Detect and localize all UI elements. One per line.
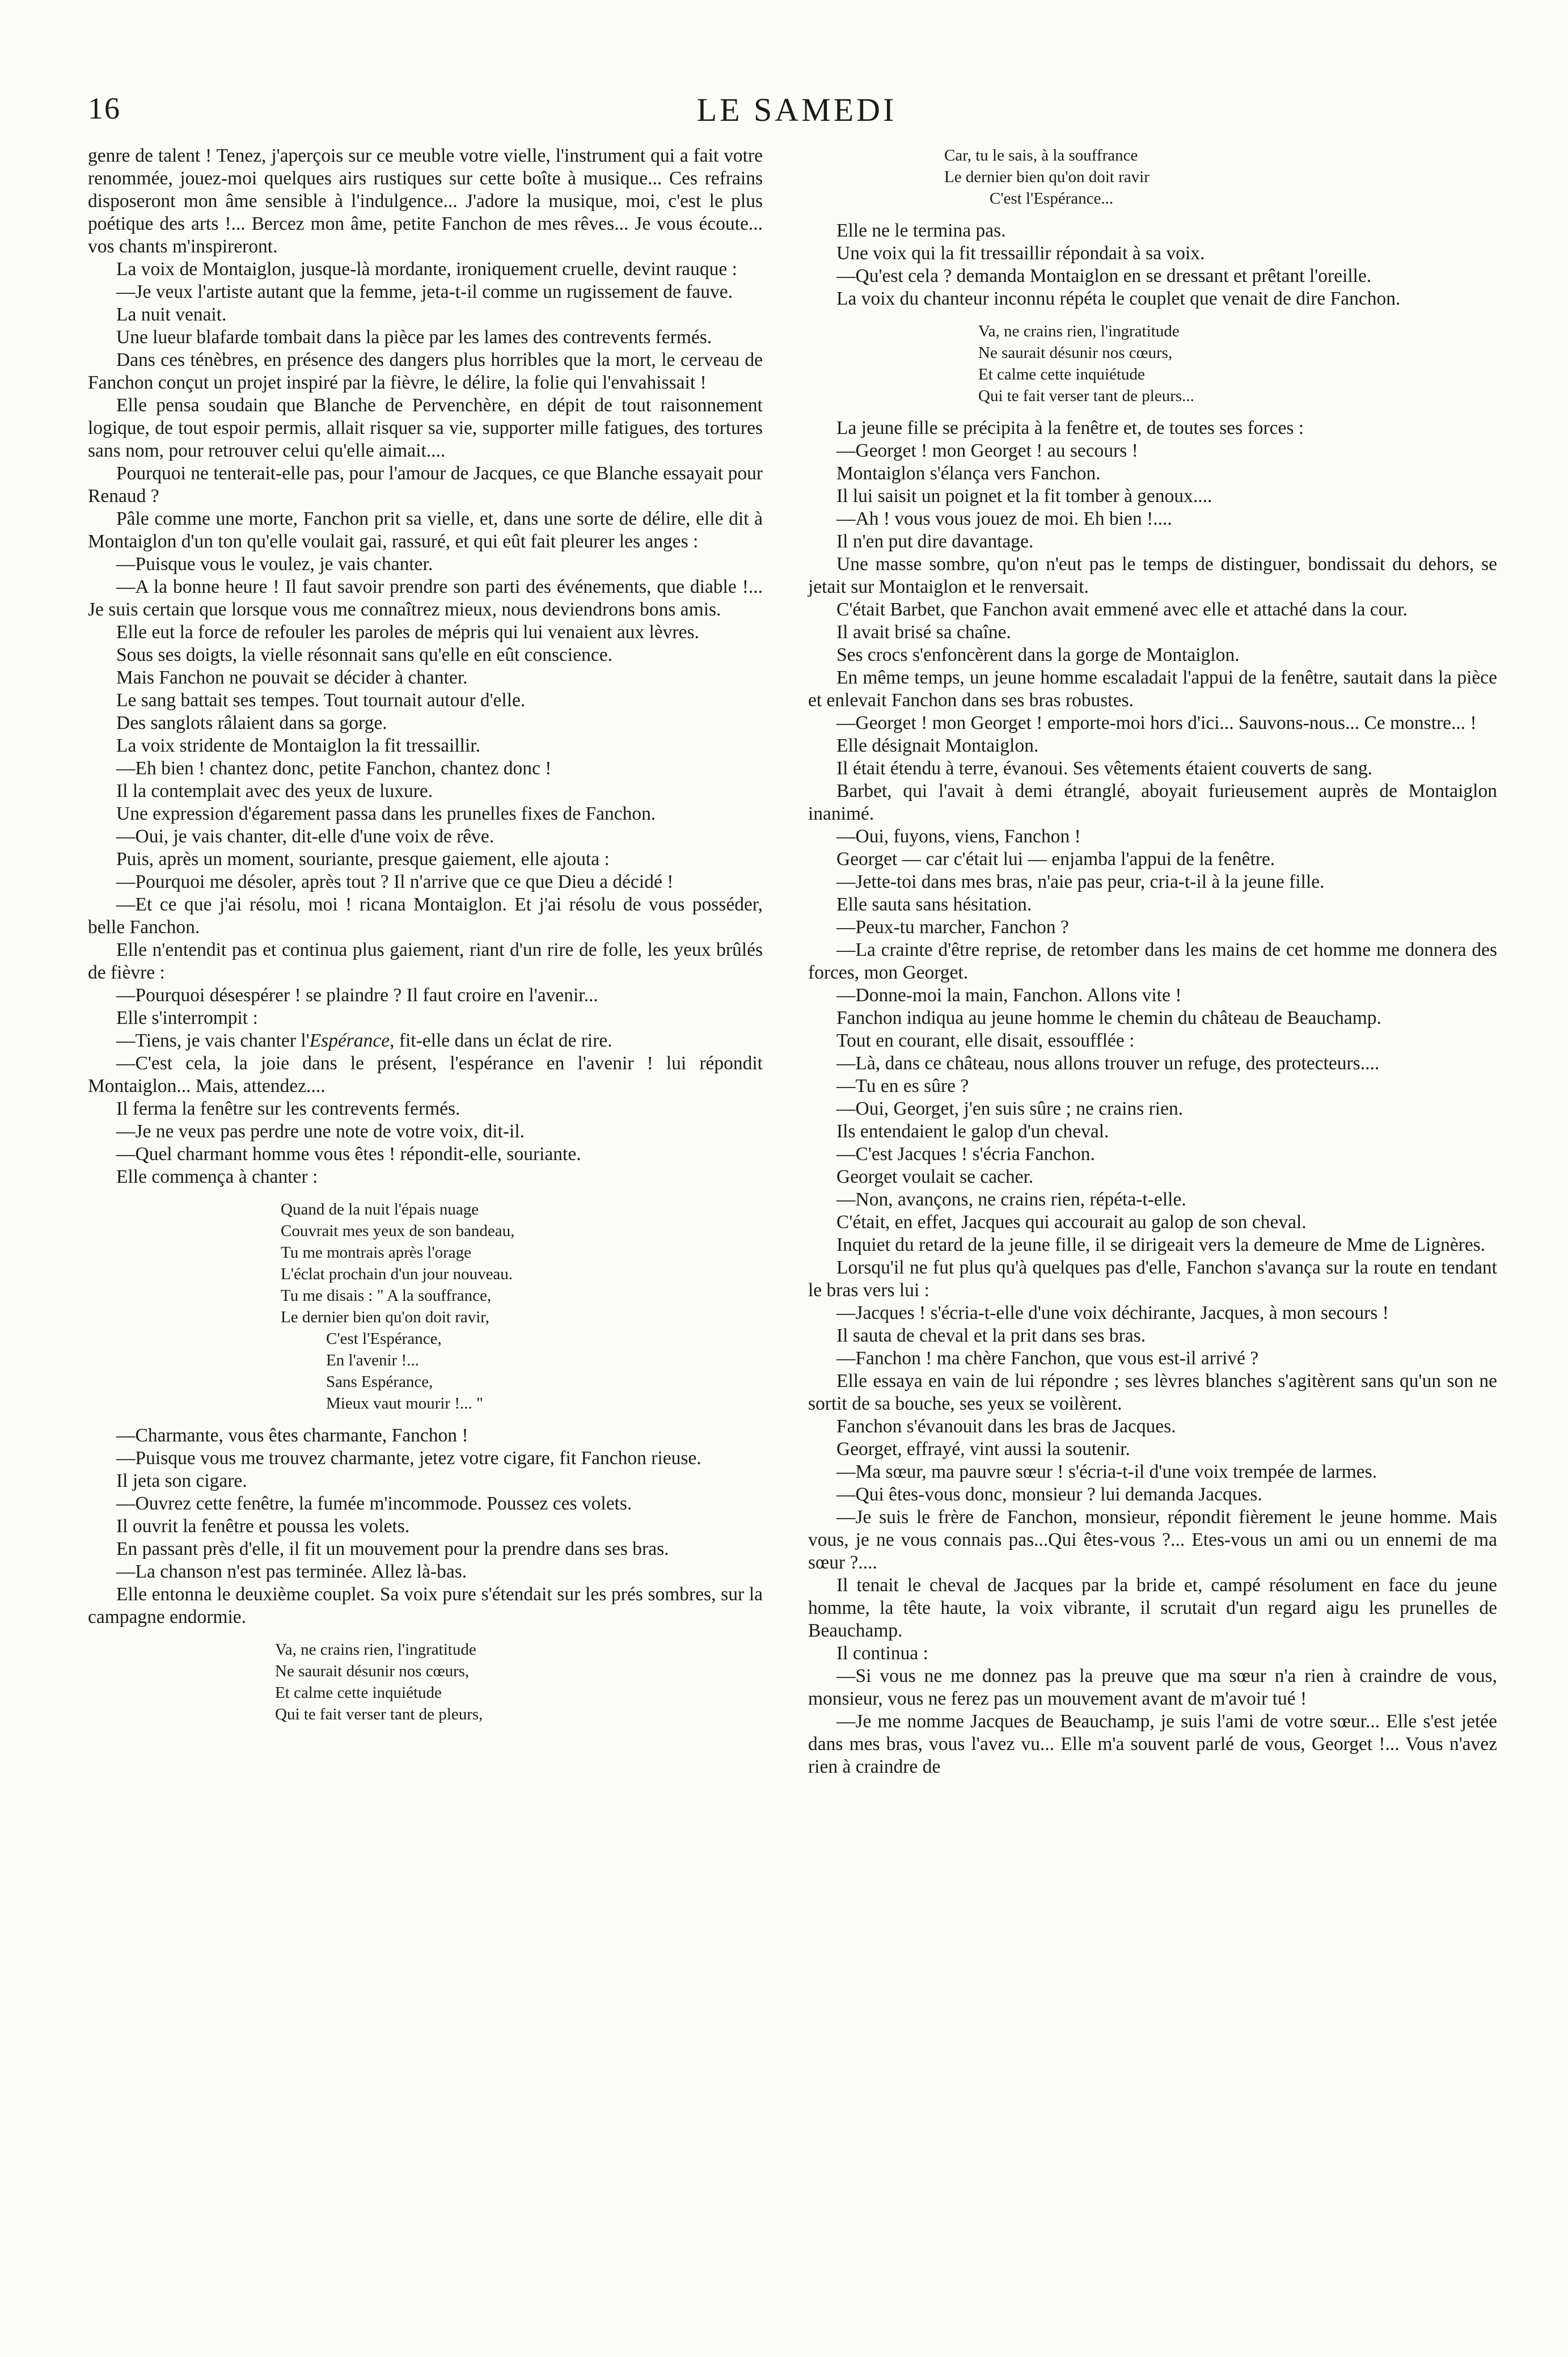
paragraph-esperance bbox=[88, 1030, 763, 1052]
paragraph: —Oui, je vais chanter, dit-elle d'une voix de rêve. bbox=[116, 826, 495, 847]
verse-line: Quand de la nuit l'épais nuage bbox=[281, 1200, 479, 1218]
paragraph: —C'est Jacques ! s'écria Fanchon. bbox=[836, 1144, 1095, 1165]
page-number: 16 bbox=[88, 91, 121, 125]
page-header bbox=[88, 91, 1506, 130]
paragraph: C'était Barbet, que Fanchon avait emmené avec elle et attaché dans la cour. bbox=[836, 599, 1408, 620]
paragraph: Elle pensa soudain que Blanche de Pervenchère, en dépit de tout raisonnement logique, de tout espoir permis, allait risquer sa vie, supporter mille fatigues, des tortures sans nom, pour retrouver celui qu'elle aimait.... bbox=[88, 395, 763, 461]
verse-line: Sans Espérance, bbox=[326, 1373, 433, 1391]
paragraph: Elle ne le termina pas. bbox=[836, 220, 1006, 241]
paragraph: —Georget ! mon Georget ! au secours ! bbox=[836, 440, 1138, 461]
paragraph: —Ma sœur, ma pauvre sœur ! s'écria-t-il d'une voix trempée de larmes. bbox=[836, 1461, 1377, 1482]
paragraph: La jeune fille se précipita à la fenêtre et, de toutes ses forces : bbox=[836, 418, 1304, 438]
paragraph: —Fanchon ! ma chère Fanchon, que vous est-il arrivé ? bbox=[836, 1348, 1259, 1369]
verse-line: Qui te fait verser tant de pleurs... bbox=[978, 387, 1194, 405]
verse-line: En l'avenir !... bbox=[326, 1351, 419, 1369]
paragraph: Elle commença à chanter : bbox=[116, 1166, 318, 1187]
left-text-block-a bbox=[88, 145, 763, 1030]
paragraph: —Jette-toi dans mes bras, n'aie pas peur, cria-t-il à la jeune fille. bbox=[836, 871, 1325, 892]
paragraph: Il continua : bbox=[836, 1643, 928, 1664]
right-text-block-a bbox=[808, 220, 1497, 310]
paragraph: En même temps, un jeune homme escaladait l'appui de la fenêtre, sautait dans la pièce et enlevait Fanchon dans ses bras robustes. bbox=[808, 667, 1497, 711]
verse-line: Mieux vaut mourir !... " bbox=[326, 1394, 483, 1412]
paragraph: Pourquoi ne tenterait-elle pas, pour l'amour de Jacques, ce que Blanche essayait pour Renaud ? bbox=[88, 463, 763, 507]
paragraph: Elle eut la force de refouler les paroles de mépris qui lui venaient aux lèvres. bbox=[116, 622, 699, 643]
verse-line: Tu me montrais après l'orage bbox=[281, 1243, 471, 1262]
paragraph: Fanchon s'évanouit dans les bras de Jacques. bbox=[836, 1416, 1176, 1437]
paragraph: Georget voulait se cacher. bbox=[836, 1166, 1034, 1187]
verse-line: Ne saurait désunir nos cœurs, bbox=[275, 1662, 470, 1680]
verse-line: Et calme cette inquiétude bbox=[978, 365, 1145, 383]
paragraph: Pâle comme une morte, Fanchon prit sa vielle, et, dans une sorte de délire, elle dit à Montaiglon d'un ton qu'elle voulait gai, rassuré, et qui eût fait pleurer les anges : bbox=[88, 508, 763, 552]
paragraph: —Non, avançons, ne crains rien, répéta-t-elle. bbox=[836, 1189, 1186, 1210]
paragraph: La nuit venait. bbox=[116, 304, 227, 325]
paragraph: —Eh bien ! chantez donc, petite Fanchon, chantez donc ! bbox=[116, 758, 552, 779]
paragraph: Elle entonna le deuxième couplet. Sa voix pure s'étendait sur les prés sombres, sur la campagne endormie. bbox=[88, 1584, 763, 1627]
paragraph: Elle désignait Montaiglon. bbox=[836, 735, 1039, 756]
paragraph: —Je me nomme Jacques de Beauchamp, je suis l'ami de votre sœur... Elle s'est jetée dans mes bras, vous l'avez vu... Elle m'a souvent parlé de vous, Georget !... Vous n'avez rien à craindre de bbox=[808, 1711, 1497, 1777]
verse-line: Car, tu le sais, à la souffrance bbox=[944, 146, 1138, 165]
paragraph: Georget, effrayé, vint aussi la soutenir. bbox=[836, 1439, 1130, 1460]
paragraph: La voix du chanteur inconnu répéta le couplet que venait de dire Fanchon. bbox=[836, 288, 1401, 309]
paragraph: Ses crocs s'enfoncèrent dans la gorge de Montaiglon. bbox=[836, 644, 1240, 665]
paragraph: —Puisque vous le voulez, je vais chanter. bbox=[116, 554, 433, 575]
verse-line: Tu me disais : " A la souffrance, bbox=[281, 1287, 492, 1305]
paragraph: —Puisque vous me trouvez charmante, jetez votre cigare, fit Fanchon rieuse. bbox=[116, 1448, 701, 1469]
paragraph: —Qui êtes-vous donc, monsieur ? lui demanda Jacques. bbox=[836, 1484, 1262, 1505]
paragraph: Des sanglots râlaient dans sa gorge. bbox=[116, 712, 387, 733]
paragraph: Mais Fanchon ne pouvait se décider à chanter. bbox=[116, 667, 468, 688]
left-text-block-c bbox=[88, 1424, 763, 1629]
esperance-after: , fit-elle dans un éclat de rire. bbox=[390, 1030, 612, 1051]
paragraph: Il lui saisit un poignet et la fit tomber à genoux.... bbox=[836, 486, 1212, 507]
paragraph: Il tenait le cheval de Jacques par la bride et, campé résolument en face du jeune homme, la tête haute, la voix vibrante, il scrutait d'un regard aigu les prunelles de Beauchamp. bbox=[808, 1575, 1497, 1641]
paragraph: —Tu en es sûre ? bbox=[836, 1076, 969, 1097]
paragraph: —Et ce que j'ai résolu, moi ! ricana Montaiglon. Et j'ai résolu de vous posséder, belle Fanchon. bbox=[88, 894, 763, 938]
paragraph: Il avait brisé sa chaîne. bbox=[836, 622, 1011, 643]
paragraph: Elle s'interrompit : bbox=[116, 1007, 258, 1028]
right-column bbox=[808, 145, 1497, 1778]
paragraph: Elle sauta sans hésitation. bbox=[836, 894, 1032, 915]
paragraph: Il ferma la fenêtre sur les contrevents fermés. bbox=[116, 1098, 460, 1119]
song-second-verse bbox=[88, 1639, 763, 1725]
paragraph: —Oui, Georget, j'en suis sûre ; ne crains rien. bbox=[836, 1098, 1184, 1119]
paragraph: —Georget ! mon Georget ! emporte-moi hors d'ici... Sauvons-nous... Ce monstre... ! bbox=[836, 712, 1477, 733]
paragraph: —Ah ! vous vous jouez de moi. Eh bien !.... bbox=[836, 508, 1172, 529]
paragraph: Il sauta de cheval et la prit dans ses bras. bbox=[836, 1325, 1146, 1346]
verse-line: Et calme cette inquiétude bbox=[275, 1684, 442, 1702]
verse-line: C'est l'Espérance... bbox=[990, 189, 1114, 208]
paragraph: La voix de Montaiglon, jusque-là mordante, ironiquement cruelle, devint rauque : bbox=[116, 259, 737, 280]
paragraph: Inquiet du retard de la jeune fille, il se dirigeait vers la demeure de Mme de Lignères. bbox=[836, 1234, 1486, 1255]
paragraph: Il jeta son cigare. bbox=[116, 1470, 247, 1491]
paragraph: Georget — car c'était lui — enjamba l'appui de la fenêtre. bbox=[836, 849, 1275, 870]
paragraph: —Jacques ! s'écria-t-elle d'une voix déchirante, Jacques, à mon secours ! bbox=[836, 1302, 1389, 1323]
paragraph: —Je ne veux pas perdre une note de votre voix, dit-il. bbox=[116, 1121, 525, 1142]
paragraph: Une expression d'égarement passa dans les prunelles fixes de Fanchon. bbox=[116, 803, 656, 824]
verse-line: Qui te fait verser tant de pleurs, bbox=[275, 1705, 483, 1723]
paragraph: Il ouvrit la fenêtre et poussa les volets. bbox=[116, 1516, 410, 1537]
paragraph: —Pourquoi désespérer ! se plaindre ? Il faut croire en l'avenir... bbox=[116, 985, 598, 1006]
paragraph: Il n'en put dire davantage. bbox=[836, 531, 1034, 552]
paragraph: Fanchon indiqua au jeune homme le chemin du château de Beauchamp. bbox=[836, 1007, 1381, 1028]
paragraph: —Je veux l'artiste autant que la femme, jeta-t-il comme un rugissement de fauve. bbox=[116, 281, 733, 302]
paragraph: C'était, en effet, Jacques qui accourait au galop de son cheval. bbox=[836, 1212, 1307, 1233]
verse-line: Va, ne crains rien, l'ingratitude bbox=[275, 1641, 476, 1659]
paragraph: —La crainte d'être reprise, de retomber dans les mains de cet homme me donnera des forces, mon Georget. bbox=[808, 939, 1497, 983]
paragraph: La voix stridente de Montaiglon la fit tressaillir. bbox=[116, 735, 480, 756]
song-verse-continued bbox=[808, 145, 1497, 209]
verse-line: Va, ne crains rien, l'ingratitude bbox=[978, 322, 1180, 340]
paragraph: Il était étendu à terre, évanoui. Ses vêtements étaient couverts de sang. bbox=[836, 758, 1373, 779]
paragraph: Puis, après un moment, souriante, presque gaiement, elle ajouta : bbox=[116, 849, 610, 870]
paragraph: —Ouvrez cette fenêtre, la fumée m'incommode. Poussez ces volets. bbox=[116, 1493, 632, 1514]
running-title: LE SAMEDI bbox=[696, 91, 897, 128]
paragraph: Tout en courant, elle disait, essoufflée : bbox=[836, 1030, 1135, 1051]
paragraph: Sous ses doigts, la vielle résonnait sans qu'elle en eût conscience. bbox=[116, 644, 612, 665]
paragraph: Le sang battait ses tempes. Tout tournait autour d'elle. bbox=[116, 690, 526, 711]
song-echo-verse bbox=[808, 321, 1497, 407]
left-column bbox=[88, 145, 763, 1735]
paragraph: —Je suis le frère de Fanchon, monsieur, répondit fièrement le jeune homme. Mais vous, je ne vous connais pas...Qui êtes-vous ?... Etes-vous un ami ou un ennemi de ma sœur ?.... bbox=[808, 1507, 1497, 1573]
verse-line: C'est l'Espérance, bbox=[326, 1330, 442, 1348]
verse-line: Le dernier bien qu'on doit ravir, bbox=[281, 1308, 490, 1326]
paragraph: En passant près d'elle, il fit un mouvement pour la prendre dans ses bras. bbox=[116, 1538, 669, 1559]
paragraph: —Quel charmant homme vous êtes ! répondit-elle, souriante. bbox=[116, 1144, 581, 1165]
paragraph: —A la bonne heure ! Il faut savoir prendre son parti des événements, que diable !... Je suis certain que lorsque vous me connaîtrez mieux, nous deviendrons bons amis. bbox=[88, 576, 763, 620]
paragraph: —La chanson n'est pas terminée. Allez là-bas. bbox=[116, 1561, 467, 1582]
paragraph: —Charmante, vous êtes charmante, Fanchon ! bbox=[116, 1425, 468, 1446]
paragraph: —Donne-moi la main, Fanchon. Allons vite ! bbox=[836, 985, 1182, 1006]
verse-line: L'éclat prochain d'un jour nouveau. bbox=[281, 1265, 513, 1283]
esperance-before: —Tiens, je vais chanter l' bbox=[116, 1030, 310, 1051]
paragraph: Lorsqu'il ne fut plus qu'à quelques pas d'elle, Fanchon s'avança sur la route en tendant le bras vers lui : bbox=[808, 1257, 1497, 1301]
paragraph: —Si vous ne me donnez pas la preuve que ma sœur n'a rien à craindre de vous, monsieur, vous ne ferez pas un mouvement avant de m'avoir tué ! bbox=[808, 1665, 1497, 1709]
paragraph: Une masse sombre, qu'on n'eut pas le temps de distinguer, bondissait du dehors, se jetait sur Montaiglon et le renversait. bbox=[808, 554, 1497, 597]
paragraph: Il la contemplait avec des yeux de luxure. bbox=[116, 781, 433, 802]
verse-line: Le dernier bien qu'on doit ravir bbox=[944, 168, 1149, 186]
paragraph: —C'est cela, la joie dans le présent, l'espérance en l'avenir ! lui répondit Montaiglon... Mais, attendez.... bbox=[88, 1053, 763, 1097]
paragraph: Barbet, qui l'avait à demi étranglé, aboyait furieusement auprès de Montaiglon inanimé. bbox=[808, 781, 1497, 824]
paragraph: Une lueur blafarde tombait dans la pièce par les lames des contrevents fermés. bbox=[116, 327, 712, 348]
esperance-title: Espérance bbox=[309, 1030, 390, 1051]
paragraph: genre de talent ! Tenez, j'aperçois sur ce meuble votre vielle, l'instrument qui a fait votre renommée, jouez-moi quelques airs rustiques sur cette boîte à musique... Ces refrains disposeront mon âme sensible à l'indulgence... J'adore la musique, moi, c'est le plus poétique des arts !... Bercez mon âme, petite Fanchon de mes rêves... Je vous écoute... vos chants m'inspireront. bbox=[88, 145, 763, 257]
verse-line: Ne saurait désunir nos cœurs, bbox=[978, 344, 1173, 362]
paragraph: Elle essaya en vain de lui répondre ; ses lèvres blanches s'agitèrent sans qu'un son ne sortit de sa bouche, ses yeux se voilèrent. bbox=[808, 1371, 1497, 1414]
paragraph: —Qu'est cela ? demanda Montaiglon en se dressant et prêtant l'oreille. bbox=[836, 265, 1372, 286]
paragraph: Ils entendaient le galop d'un cheval. bbox=[836, 1121, 1109, 1142]
song-first-verse bbox=[88, 1199, 763, 1414]
paragraph: Une voix qui la fit tressaillir répondait à sa voix. bbox=[836, 243, 1205, 264]
paragraph: —Peux-tu marcher, Fanchon ? bbox=[836, 917, 1069, 938]
right-text-block-b bbox=[808, 417, 1497, 1778]
paragraph: —Là, dans ce château, nous allons trouver un refuge, des protecteurs.... bbox=[836, 1053, 1380, 1074]
left-text-block-b bbox=[88, 1052, 763, 1188]
paragraph: Dans ces ténèbres, en présence des dangers plus horribles que la mort, le cerveau de Fanchon conçut un projet inspiré par la fièvre, le délire, la folie qui l'envahissait ! bbox=[88, 349, 763, 393]
verse-line: Couvrait mes yeux de son bandeau, bbox=[281, 1222, 515, 1240]
paragraph: Elle n'entendit pas et continua plus gaiement, riant d'un rire de folle, les yeux brûlés de fièvre : bbox=[88, 939, 763, 983]
paragraph: —Pourquoi me désoler, après tout ? Il n'arrive que ce que Dieu a décidé ! bbox=[116, 871, 674, 892]
paragraph: Montaiglon s'élança vers Fanchon. bbox=[836, 463, 1101, 484]
paragraph: —Oui, fuyons, viens, Fanchon ! bbox=[836, 826, 1081, 847]
